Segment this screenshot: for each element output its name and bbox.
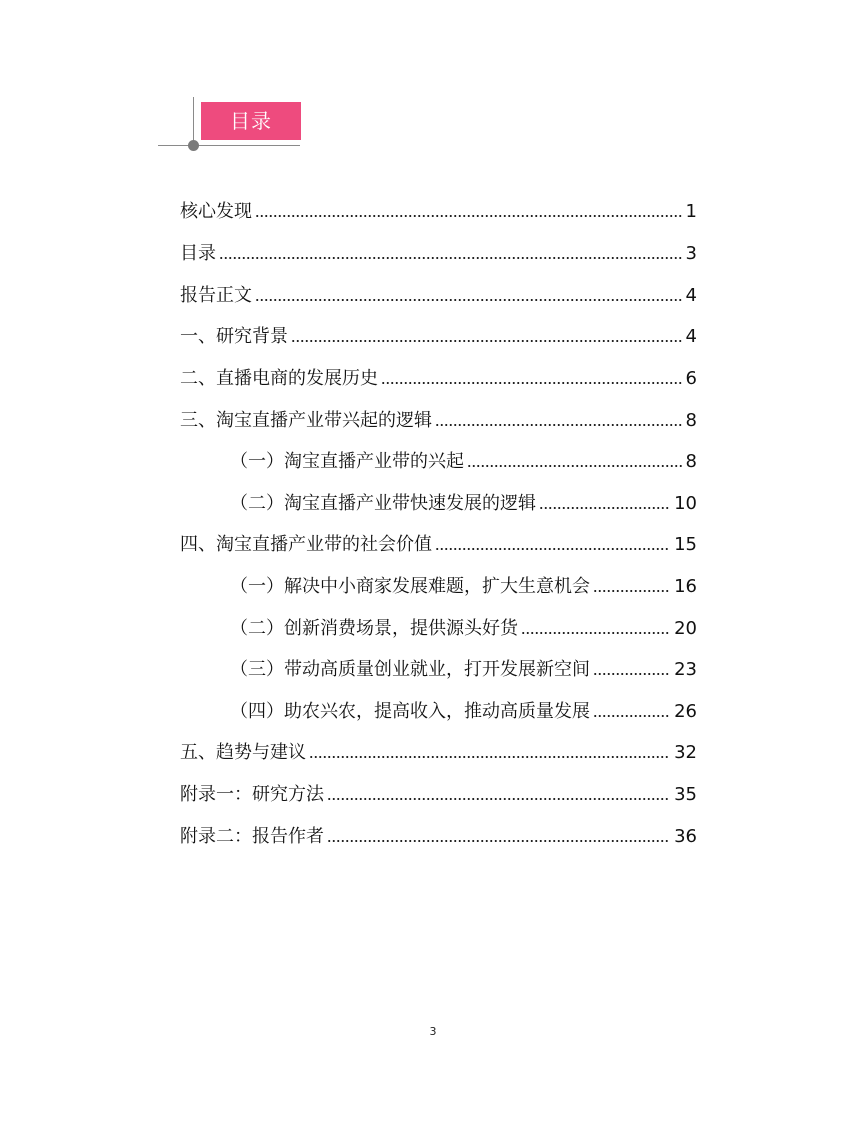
toc-dot-leader xyxy=(467,464,682,468)
toc-dot-leader xyxy=(593,589,670,593)
toc-entry-page: 23 xyxy=(674,659,697,680)
toc-dot-leader xyxy=(327,797,670,801)
toc-dot-leader xyxy=(521,631,670,635)
toc-dot-leader xyxy=(381,381,682,385)
toc-entry[interactable] xyxy=(230,486,697,516)
toc-entry[interactable] xyxy=(230,569,697,599)
toc-entry-title: 目录 xyxy=(180,243,216,264)
toc-entry-title: 四、淘宝直播产业带的社会价值 xyxy=(180,534,432,555)
toc-entry-page: 8 xyxy=(685,410,697,431)
toc-entry-title: （一）淘宝直播产业带的兴起 xyxy=(230,451,464,472)
heading-dot xyxy=(188,140,199,151)
toc-dot-leader xyxy=(255,214,682,218)
toc-entry-title: 五、趋势与建议 xyxy=(180,742,306,763)
page-number: 3 xyxy=(429,1025,437,1038)
toc-entry-page: 10 xyxy=(674,493,697,514)
toc-entry-page: 4 xyxy=(685,285,697,306)
toc-dot-leader xyxy=(593,672,670,676)
toc-entry[interactable] xyxy=(180,319,697,349)
toc-dot-leader xyxy=(291,339,682,343)
toc-entry[interactable] xyxy=(230,694,697,724)
toc-entry-title: （四）助农兴农，提高收入，推动高质量发展 xyxy=(230,701,590,722)
toc-entry-page: 36 xyxy=(674,826,697,847)
toc-entry-title: （三）带动高质量创业就业，打开发展新空间 xyxy=(230,659,590,680)
toc-entry-page: 3 xyxy=(685,243,697,264)
toc-dot-leader xyxy=(219,256,682,260)
toc-entry[interactable] xyxy=(180,236,697,266)
toc-entry-page: 20 xyxy=(674,618,697,639)
toc-entry-title: 三、淘宝直播产业带兴起的逻辑 xyxy=(180,410,432,431)
toc-entry[interactable] xyxy=(180,403,697,433)
toc-entry[interactable] xyxy=(230,652,697,682)
toc-entry[interactable] xyxy=(180,361,697,391)
toc-dot-leader xyxy=(539,506,670,510)
toc-entry-page: 32 xyxy=(674,742,697,763)
toc-entry-page: 26 xyxy=(674,701,697,722)
toc-entry-title: 附录二：报告作者 xyxy=(180,826,324,847)
toc-entry-title: 核心发现 xyxy=(180,201,252,222)
toc-entry-title: 附录一：研究方法 xyxy=(180,784,324,805)
toc-entry-title: 报告正文 xyxy=(180,285,252,306)
toc-entry-page: 15 xyxy=(674,534,697,555)
toc-dot-leader xyxy=(435,547,670,551)
toc-entry-page: 1 xyxy=(685,201,697,222)
toc-dot-leader xyxy=(309,755,670,759)
toc-entry-title: 一、研究背景 xyxy=(180,326,288,347)
toc-heading: 目录 xyxy=(201,102,301,140)
toc-entry-page: 35 xyxy=(674,784,697,805)
toc-entry-title: 二、直播电商的发展历史 xyxy=(180,368,378,389)
toc-entry-page: 16 xyxy=(674,576,697,597)
toc-entry-title: （二）创新消费场景，提供源头好货 xyxy=(230,618,518,639)
toc-entry-title: （二）淘宝直播产业带快速发展的逻辑 xyxy=(230,493,536,514)
toc-entry-page: 6 xyxy=(685,368,697,389)
toc-dot-leader xyxy=(593,714,670,718)
toc-dot-leader xyxy=(435,423,682,427)
toc-entry-title: （一）解决中小商家发展难题，扩大生意机会 xyxy=(230,576,590,597)
toc-entry[interactable] xyxy=(180,735,697,765)
toc-dot-leader xyxy=(255,298,682,302)
toc-entry[interactable] xyxy=(180,819,697,849)
toc-entry[interactable] xyxy=(230,611,697,641)
toc-entry[interactable] xyxy=(180,777,697,807)
toc-entry[interactable] xyxy=(180,527,697,557)
toc-entry-page: 4 xyxy=(685,326,697,347)
toc-entry[interactable] xyxy=(180,194,697,224)
heading-horizontal-line xyxy=(158,145,300,146)
toc-entry[interactable] xyxy=(230,444,697,474)
toc-entry[interactable] xyxy=(180,278,697,308)
toc-dot-leader xyxy=(327,839,670,843)
heading-vertical-line xyxy=(193,97,194,145)
toc-entry-page: 8 xyxy=(685,451,697,472)
